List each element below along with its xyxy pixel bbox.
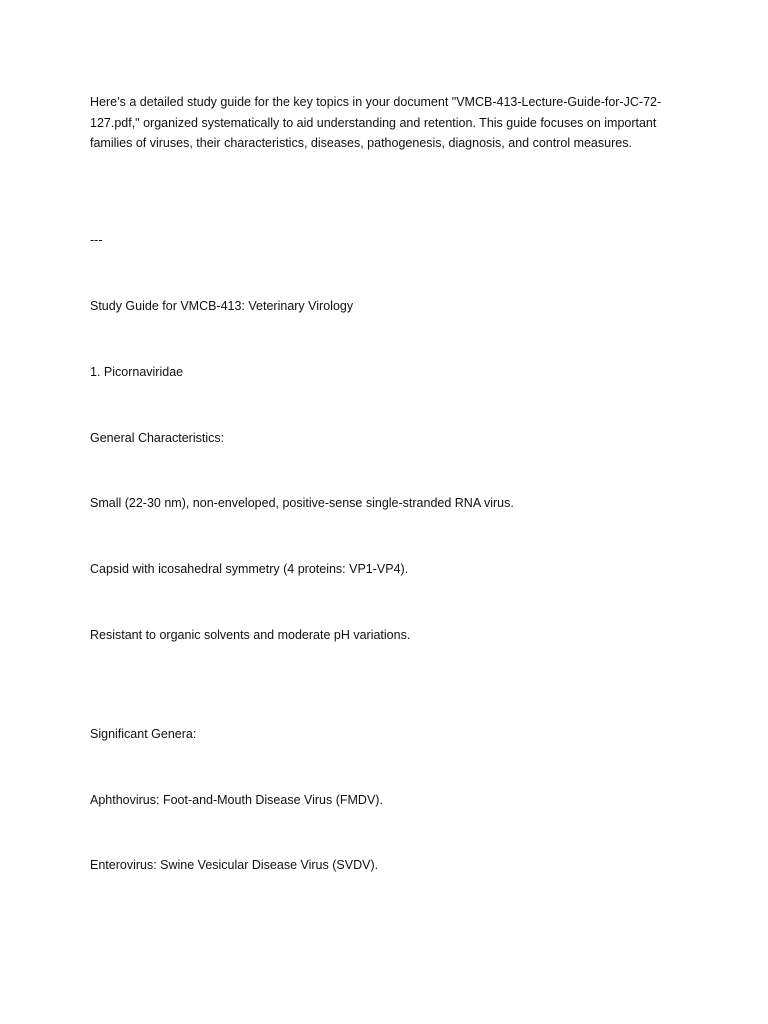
general-characteristics-heading: General Characteristics:	[90, 431, 225, 445]
characteristic-capsid: Capsid with icosahedral symmetry (4 proteins: VP1-VP4).	[90, 562, 409, 576]
separator-line: ---	[90, 233, 103, 247]
significant-genera-heading: Significant Genera:	[90, 727, 197, 741]
genus-enterovirus: Enterovirus: Swine Vesicular Disease Virus (SVDV).	[90, 858, 379, 872]
guide-title: Study Guide for VMCB-413: Veterinary Virology	[90, 299, 354, 313]
section-heading-picornaviridae: 1. Picornaviridae	[90, 365, 184, 379]
intro-paragraph: Here’s a detailed study guide for the key topics in your document "VMCB-413-Lecture-Guide-for-JC-72-127.pdf," organized systematically to aid understanding and retention. This guide focuses on important families of viruses, their characteristics, diseases, pathogenesis, diagnosis, and control measures.	[90, 95, 662, 150]
characteristic-size: Small (22-30 nm), non-enveloped, positive-sense single-stranded RNA virus.	[90, 496, 514, 510]
genus-aphthovirus: Aphthovirus: Foot-and-Mouth Disease Virus (FMDV).	[90, 793, 383, 807]
characteristic-resistance: Resistant to organic solvents and moderate pH variations.	[90, 628, 411, 642]
